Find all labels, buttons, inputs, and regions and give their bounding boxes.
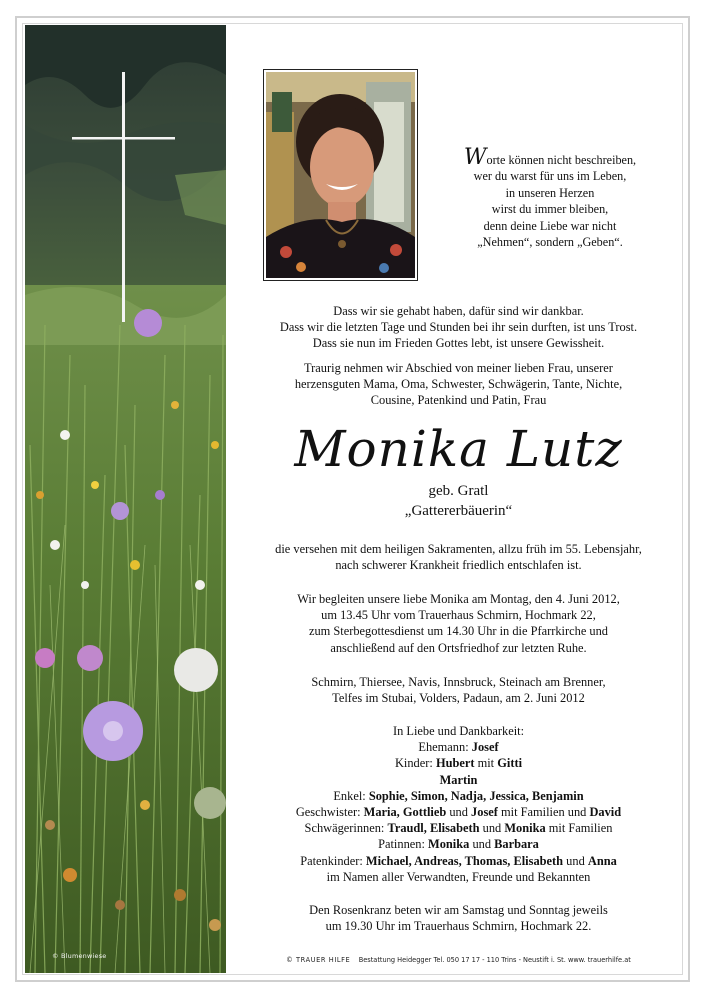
poem-first-line xyxy=(440,145,660,170)
meadow-illustration xyxy=(25,25,226,973)
footer-details: Bestattung Heidegger Tel. 050 17 17 - 110 Trins - Neustift i. St. www. trauerhilfe.at xyxy=(358,956,631,964)
footer xyxy=(236,956,681,964)
death-line: nach schwerer Krankheit friedlich entschlafen ist. xyxy=(335,558,582,573)
funeral-line: anschließend auf den Ortsfriedhof zur letzten Ruhe. xyxy=(330,640,587,655)
mourner-grandchildren: Enkel: Sophie, Simon, Nadja, Jessica, Benjamin xyxy=(333,788,584,803)
photo-credit: © Blumenwiese xyxy=(52,952,107,960)
intro-line: herzensguten Mama, Oma, Schwester, Schwägerin, Tante, Nichte, xyxy=(294,377,623,392)
mourners-closing: im Namen aller Verwandten, Freunde und Bekannten xyxy=(326,869,591,884)
death-text xyxy=(236,541,681,573)
place-line: Telfes im Stubai, Volders, Padaun, am 2. Juni 2012 xyxy=(332,691,585,706)
funeral-text xyxy=(236,591,681,656)
poem-line: wer du warst für uns im Leben, xyxy=(473,169,627,184)
funeral-line: zum Sterbegottesdienst um 14.30 Uhr in die Pfarrkirche und xyxy=(308,624,609,639)
gratitude-text xyxy=(236,303,681,352)
footer-brand: © TRAUER HILFE xyxy=(286,956,351,964)
poem-line: „Nehmen“, sondern „Geben“. xyxy=(477,235,623,250)
mourner-children: Kinder: Hubert mit Gitti xyxy=(394,756,523,771)
intro-text xyxy=(236,360,681,409)
poem-line: in unseren Herzen xyxy=(505,185,595,200)
gratitude-line: Dass sie nun im Frieden Gottes lebt, ist unsere Gewissheit. xyxy=(312,336,605,351)
gratitude-line: Dass wir sie gehabt haben, dafür sind wir dankbar. xyxy=(333,304,584,318)
rosary-line: um 19.30 Uhr im Trauerhaus Schmirn, Hochmark 22. xyxy=(325,919,592,934)
intro-line: Cousine, Patenkind und Patin, Frau xyxy=(370,393,547,408)
rosary-text xyxy=(236,902,681,934)
name-details xyxy=(236,481,681,521)
nickname: „Gattererbäuerin“ xyxy=(404,503,513,519)
funeral-line: um 13.45 Uhr vom Trauerhaus Schmirn, Hochmark 22, xyxy=(321,608,596,623)
place-line: Schmirn, Thiersee, Navis, Innsbruck, Steinach am Brenner, xyxy=(311,675,606,689)
poem-first-line-rest: orte können nicht beschreiben, xyxy=(486,153,637,167)
maiden-name: geb. Gratl xyxy=(428,483,489,499)
death-line: die versehen mit dem heiligen Sakramenten, allzu früh im 55. Lebensjahr, xyxy=(275,542,642,556)
rosary-line: Den Rosenkranz beten wir am Samstag und Sonntag jeweils xyxy=(309,903,608,917)
portrait-photo xyxy=(263,69,418,281)
mourner-godchildren: Patenkinder: Michael, Andreas, Thomas, Elisabeth und Anna xyxy=(300,853,617,868)
meadow-photo xyxy=(25,25,226,973)
poem-line: wirst du immer bleiben, xyxy=(491,202,609,217)
poem-line: denn deine Liebe war nicht xyxy=(483,218,617,233)
gratitude-line: Dass wir die letzten Tage und Stunden bei ihr sein durften, ist uns Trost. xyxy=(279,320,638,335)
mourner-godmothers: Patinnen: Monika und Barbara xyxy=(378,837,539,852)
deceased-name: Monika Lutz xyxy=(294,420,623,478)
mourner-siblings: Geschwister: Maria, Gottlieb und Josef mit Familien und David xyxy=(295,805,622,820)
poem-drop-cap: W xyxy=(463,145,487,170)
mourner-husband: Ehemann: Josef xyxy=(418,740,499,755)
intro-line: Traurig nehmen wir Abschied von meiner lieben Frau, unserer xyxy=(304,361,613,375)
place-date-text xyxy=(236,674,681,706)
poem xyxy=(440,145,660,250)
mourners-heading: In Liebe und Dankbarkeit: xyxy=(392,724,525,738)
mourner-inlaws: Schwägerinnen: Traudl, Elisabeth und Monika mit Familien xyxy=(304,821,613,836)
portrait-illustration xyxy=(266,72,415,278)
mourner-child2: Martin xyxy=(439,772,478,787)
funeral-line: Wir begleiten unsere liebe Monika am Montag, den 4. Juni 2012, xyxy=(297,592,620,606)
mourners-list xyxy=(236,723,681,885)
